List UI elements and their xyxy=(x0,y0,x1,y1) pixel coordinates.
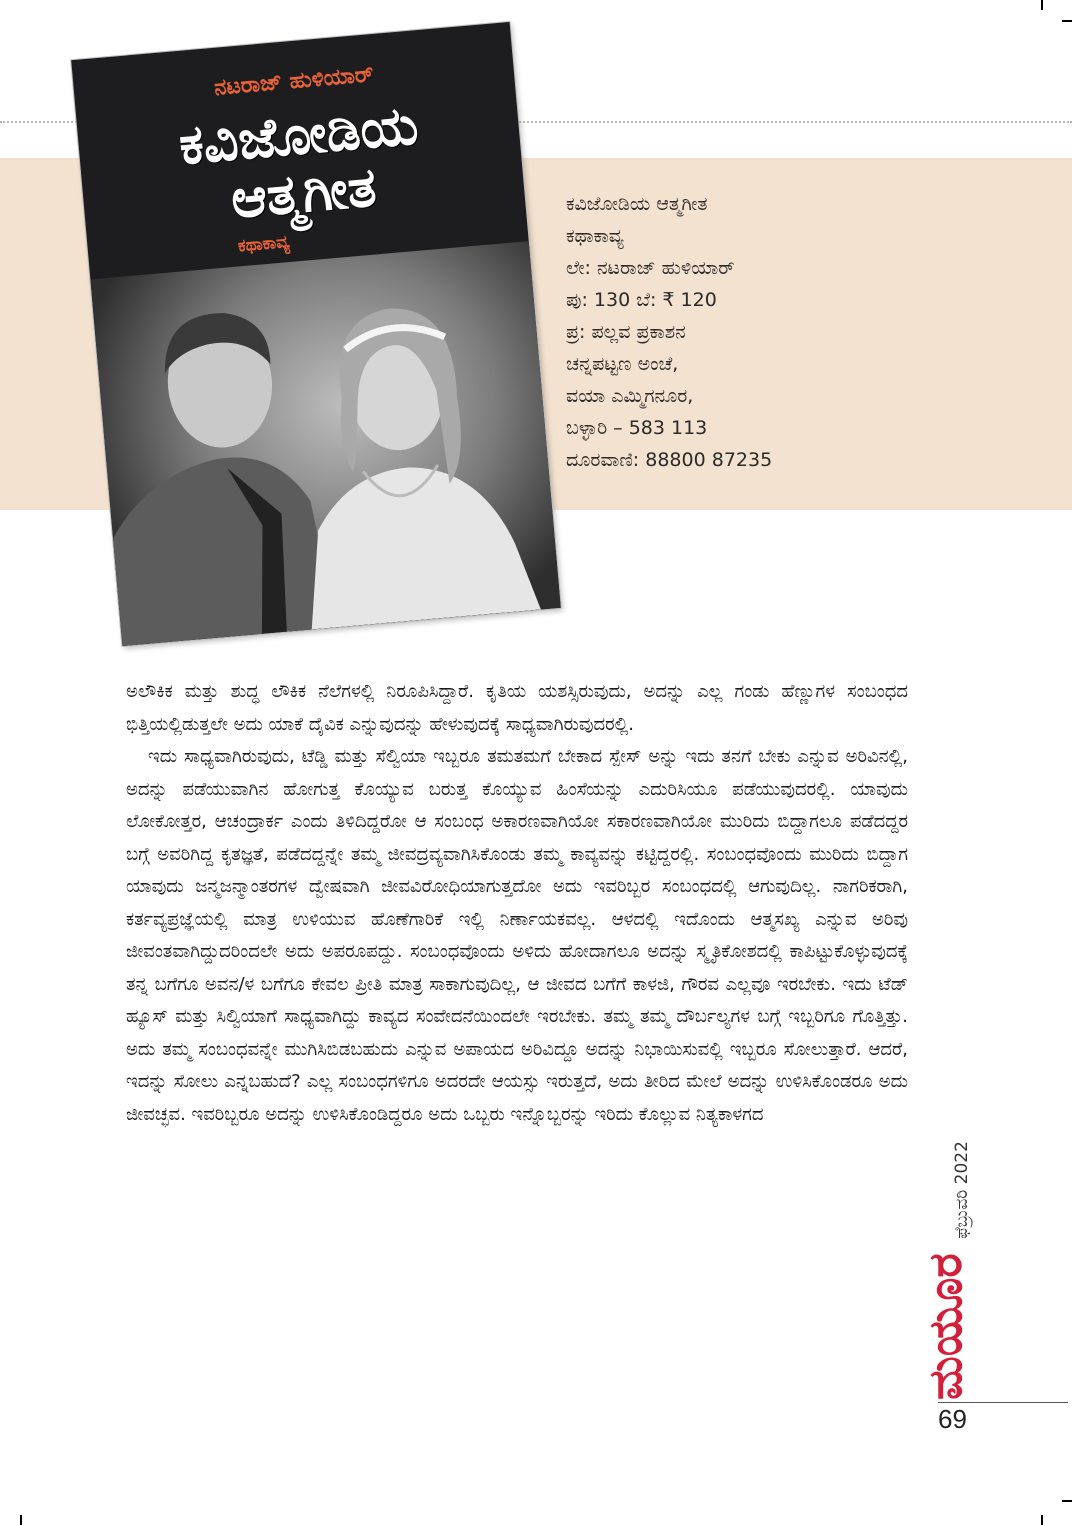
crop-mark xyxy=(1041,1515,1043,1525)
detail-publisher: ಪ್ರ: ಪಲ್ಲವ ಪ್ರಕಾಶನ xyxy=(566,321,686,343)
cover-author: ನಟರಾಜ್ ಹುಳಿಯಾರ್ xyxy=(213,62,375,101)
detail-title: ಕವಿಜೋಡಿಯ ಆತ್ಮಗೀತ xyxy=(566,193,708,215)
detail-genre: ಕಥಾಕಾವ್ಯ xyxy=(566,225,624,247)
cover-title xyxy=(77,88,525,242)
magazine-name: ಮಯೂರ xyxy=(918,1253,972,1400)
paragraph: ಅಲೌಕಿಕ ಮತ್ತು ಶುದ್ಧ ಲೌಕಿಕ ನೆಲೆಗಳಲ್ಲಿ ನಿರೂಪಿಸಿದ್ದಾರೆ. ಕೃತಿಯ ಯಶಸ್ಸಿರುವುದು, ಅದನ್ನು ಎಲ್ಲ ಗಂಡು ಹೆಣ್ಣುಗಳ ಸಂಬಂಧದ ಭಿತ್ತಿಯಲ್ಲಿಡುತ್ತಲೇ ಅದು ಯಾಕೆ ದೈವಿಕ ಎನ್ನುವುದನ್ನು ಹೇಳುವುದಕ್ಕೆ ಸಾಧ್ಯವಾಗಿರುವುದರಲ್ಲಿ. xyxy=(126,681,908,735)
detail-author: ಲೇ: ನಟರಾಜ್ ಹುಳಿಯಾರ್ xyxy=(566,257,735,279)
page-number: 69 xyxy=(938,1404,967,1434)
crop-mark xyxy=(1041,0,1043,10)
paragraph: ಇದು ಸಾಧ್ಯವಾಗಿರುವುದು, ಟೆಡ್ಡಿ ಮತ್ತು ಸೆಲ್ವಿಯಾ ಇಬ್ಬರೂ ತಮತಮಗೆ ಬೇಕಾದ ಸ್ಪೇಸ್ ಅನ್ನು ಇದು ತನಗೆ ಬೇಕು ಎನ್ನುವ ಅರಿವಿನಲ್ಲಿ, ಅದನ್ನು ಪಡೆಯುವಾಗಿನ ಹೋಗುತ್ತ ಕೊಯ್ಯುವ ಬರುತ್ತ ಕೊಯ್ಯುವ ಹಿಂಸೆಯನ್ನು ಎದುರಿಸಿಯೂ ಪಡೆಯುವುದರಲ್ಲಿ. ಯಾವುದು ಲೋಕೋತ್ತರ, ಆಚಂದ್ರಾರ್ಕ ಎಂದು ತಿಳಿದಿದ್ದರೋ ಆ ಸಂಬಂಧ ಅಕಾರಣವಾಗಿಯೋ ಸಕಾರಣವಾಗಿಯೋ ಮುರಿದು ಬಿದ್ದಾಗಲೂ ಪಡೆದದ್ದರ ಬಗ್ಗೆ ಅವರಿಗಿದ್ದ ಕೃತಜ್ಞತೆ, ಪಡೆದದ್ದನ್ನೇ ತಮ್ಮ ಜೀವದ್ರವ್ಯವಾಗಿಸಿಕೊಂಡು ತಮ್ಮ ಕಾವ್ಯವನ್ನು ಕಟ್ಟಿದ್ದರಲ್ಲಿ. ಸಂಬಂಧವೊಂದು ಮುರಿದು ಬಿದ್ದಾಗ ಯಾವುದು ಜನ್ಮಜನ್ಮಾಂತರಗಳ ದ್ವೇಷವಾಗಿ ಜೀವವಿರೋಧಿಯಾಗುತ್ತದೋ ಅದು ಇವರಿಬ್ಬರ ಸಂಬಂಧದಲ್ಲಿ ಆಗುವುದಿಲ್ಲ. ನಾಗರಿಕರಾಗಿ, ಕರ್ತವ್ಯಪ್ರಜ್ಞೆಯಲ್ಲಿ ಮಾತ್ರ ಉಳಿಯುವ ಹೊಣೆಗಾರಿಕೆ ಇಲ್ಲಿ ನಿರ್ಣಾಯಕವಲ್ಲ. ಆಳದಲ್ಲಿ ಇದೊಂದು ಆತ್ಮಸಖ್ಯ ಎನ್ನುವ ಅರಿವು ಜೀವಂತವಾಗಿದ್ದುದರಿಂದಲೇ ಅದು ಅಪರೂಪದ್ದು. ಸಂಬಂಧವೊಂದು ಅಳಿದು ಹೋದಾಗಲೂ ಅದನ್ನು ಸ್ಮೃತಿಕೋಶದಲ್ಲಿ ಕಾಪಿಟ್ಟುಕೊಳ್ಳುವುದಕ್ಕೆ ತನ್ನ ಬಗೆಗೂ ಅವನ/ಳ ಬಗೆಗೂ ಕೇವಲ ಪ್ರೀತಿ ಮಾತ್ರ ಸಾಕಾಗುವುದಿಲ್ಲ, ಆ ಜೀವದ ಬಗೆಗೆ ಕಾಳಜಿ, ಗೌರವ ಎಲ್ಲವೂ ಇರಬೇಕು. ಇದು ಟೆಡ್ ಹ್ಯೂಸ್ ಮತ್ತು ಸಿಲ್ವಿಯಾಗೆ ಸಾಧ್ಯವಾಗಿದ್ದು ಕಾವ್ಯದ ಸಂವೇದನೆಯಿಂದಲೇ ಇರಬೇಕು. ತಮ್ಮ ತಮ್ಮ ದೌರ್ಬಲ್ಯಗಳ ಬಗ್ಗೆ ಇಬ್ಬರಿಗೂ ಗೊತ್ತಿತ್ತು. ಅದು ತಮ್ಮ ಸಂಬಂಧವನ್ನೇ ಮುಗಿಸಿಬಿಡಬಹುದು ಎನ್ನುವ ಅಪಾಯದ ಅರಿವಿದ್ದೂ ಅದನ್ನು ನಿಭಾಯಿಸುವಲ್ಲಿ ಇಬ್ಬರೂ ಸೋಲುತ್ತಾರೆ. ಆದರೆ, ಇದನ್ನು ಸೋಲು ಎನ್ನಬಹುದೆ? ಎಲ್ಲ ಸಂಬಂಧಗಳಿಗೂ ಅದರದೇ ಆಯಸ್ಸು ಇರುತ್ತದೆ, ಅದು ತೀರಿದ ಮೇಲೆ ಅದನ್ನು ಉಳಿಸಿಕೊಂಡರೂ ಅದು ಜೀವಚ್ಛವ. ಇವರಿಬ್ಬರೂ ಅದನ್ನು ಉಳಿಸಿಕೊಂಡಿದ್ದರೂ ಅದು ಒಬ್ಬರು ಇನ್ನೊಬ್ಬರನ್ನು ಇರಿದು ಕೊಲ್ಲುವ ನಿತ್ಯಕಾಳಗದ xyxy=(126,746,908,1125)
crop-mark xyxy=(1062,1500,1072,1502)
folio-rule xyxy=(938,1402,1068,1403)
detail-address-line2: ವಯಾ ಎಮ್ಮಿಗನೂರ, xyxy=(566,385,694,407)
book-cover xyxy=(71,22,561,646)
crop-mark xyxy=(20,1515,22,1525)
article-body xyxy=(126,676,908,1131)
detail-address-line3: ಬಳ್ಳಾರಿ – 583 113 xyxy=(566,417,708,439)
book-details xyxy=(566,188,886,476)
issue-date: ಫೆಬ್ರುವರಿ 2022 xyxy=(952,1141,972,1239)
cover-photo xyxy=(90,241,560,646)
detail-phone: ದೂರವಾಣಿ: 88800 87235 xyxy=(566,449,773,471)
detail-address-line1: ಚನ್ನಪಟ್ಟಣ ಅಂಚೆ, xyxy=(566,353,679,375)
cover-genre: ಕಥಾಕಾವ್ಯ xyxy=(237,232,291,257)
cover-title-line2: ಆತ್ಮಗೀತ xyxy=(228,155,379,231)
cover-title-line1: ಕವಿಜೋಡಿಯ xyxy=(176,93,421,178)
crop-mark xyxy=(1062,20,1072,22)
detail-pages-price: ಪು: 130 ಬೆ: ₹ 120 xyxy=(566,289,717,311)
couple-photo-illustration xyxy=(90,241,560,646)
